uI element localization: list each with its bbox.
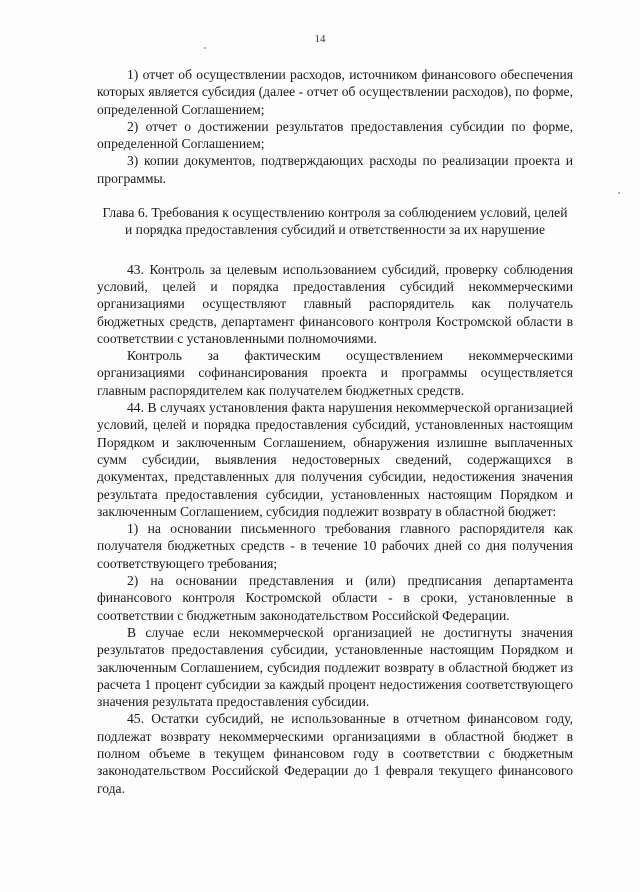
paragraph: 1) на основании письменного требования главного распорядителя как получателя бюджетных средств - в течение 10 рабочих дней со дня получения соответствующего требования; bbox=[97, 521, 573, 571]
paragraph: 2) на основании представления и (или) предписания департамента финансового контроля Костромской области - в сроки, установленные в соответствии с бюджетным законодательством Российской Федерации. bbox=[97, 573, 573, 623]
scan-speck bbox=[618, 192, 620, 194]
chapter-heading: Глава 6. Требования к осуществлению контроля за соблюдением условий, целей и порядка предоставления субсидий и ответственности за их нарушение bbox=[102, 205, 568, 238]
page-number: 14 bbox=[314, 33, 326, 45]
list-item: 2) отчет о достижении результатов предоставления субсидии по форме, определенной Соглашением; bbox=[97, 118, 573, 152]
document-body bbox=[97, 66, 573, 797]
paragraph: Контроль за фактическим осуществлением некоммерческими организациями софинансирования проекта и программы осуществляется главным распорядителем как получателем бюджетных средств. bbox=[97, 348, 573, 398]
paragraph: 44. В случаях установления факта нарушения некоммерческой организацией условий, целей и порядка предоставления субсидий, установленных настоящим Порядком и заключенным Соглашением, обнаружения излишне выплаченных сумм субсидии, выявления недостоверных сведений, содержащихся в документах, представленных для получения субсидии, недостижения значения результата предоставления субсидии, установленных настоящим Порядком и заключенным Соглашением, субсидия подлежит возврату в областной бюджет: bbox=[97, 400, 573, 519]
paragraph: 43. Контроль за целевым использованием субсидий, проверку соблюдения условий, целей и порядка предоставления субсидий некоммерческими организациями осуществляют главный распорядитель как получатель бюджетных средств, департамент финансового контроля Костромской области в соответствии с установленными полномочиями. bbox=[97, 261, 573, 346]
list-item: 3) копии документов, подтверждающих расходы по реализации проекта и программы. bbox=[97, 153, 573, 186]
scan-speck bbox=[204, 47, 206, 49]
list-item: 1) отчет об осуществлении расходов, источником финансового обеспечения которых является субсидия (далее - отчет об осуществлении расходов), по форме, определенной Соглашением; bbox=[97, 67, 573, 117]
paragraph: 45. Остатки субсидий, не использованные в отчетном финансовом году, подлежат возврату некоммерческими организациями в областной бюджет в полном объеме в текущем финансовом году в соответствии с бюджетным законодательством Российской Федерации до 1 февраля текущего финансового года. bbox=[97, 711, 573, 796]
paragraph: В случае если некоммерческой организацией не достигнуты значения результатов предоставления субсидии, установленные настоящим Порядком и заключенным Соглашением, субсидия подлежит возврату в областной бюджет из расчета 1 процент субсидии за каждый процент недостижения соответствующего значения результата предоставления субсидии. bbox=[97, 624, 573, 710]
